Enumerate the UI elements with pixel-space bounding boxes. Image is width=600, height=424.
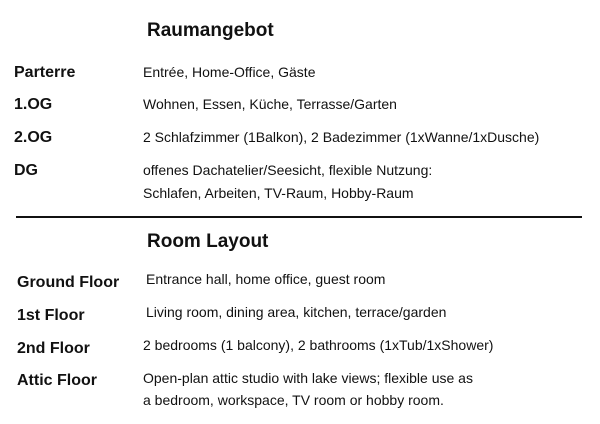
floor-label-ground: Ground Floor [17,274,120,291]
floor-label-1og: 1.OG [14,96,53,113]
floor-label-2og: 2.OG [14,129,53,146]
section-divider [16,216,582,218]
floor-label-parterre: Parterre [14,64,76,81]
floor-desc-2og: 2 Schlafzimmer (1Balkon), 2 Badezimmer (1xWanne/1xDusche) [143,129,540,145]
floor-desc-dg-line2: Schlafen, Arbeiten, TV-Raum, Hobby-Raum [143,185,414,201]
title-german: Raumangebot [147,20,274,41]
floor-desc-1st: Living room, dining area, kitchen, terrace/garden [146,304,447,320]
floor-desc-attic-line2: a bedroom, workspace, TV room or hobby room. [143,392,444,408]
title-english: Room Layout [147,231,269,252]
floor-label-2nd: 2nd Floor [17,340,90,357]
floor-label-dg: DG [14,162,38,179]
floor-desc-1og: Wohnen, Essen, Küche, Terrasse/Garten [143,96,397,112]
floor-desc-dg-line1: offenes Dachatelier/Seesicht, flexible Nutzung: [143,162,433,178]
floor-desc-attic-line1: Open-plan attic studio with lake views; flexible use as [143,370,473,386]
floor-label-1st: 1st Floor [17,307,85,324]
floor-desc-2nd: 2 bedrooms (1 balcony), 2 bathrooms (1xTub/1xShower) [143,337,494,353]
floor-desc-parterre: Entrée, Home-Office, Gäste [143,64,316,80]
floor-label-attic: Attic Floor [17,372,97,389]
floor-desc-ground: Entrance hall, home office, guest room [146,271,386,287]
